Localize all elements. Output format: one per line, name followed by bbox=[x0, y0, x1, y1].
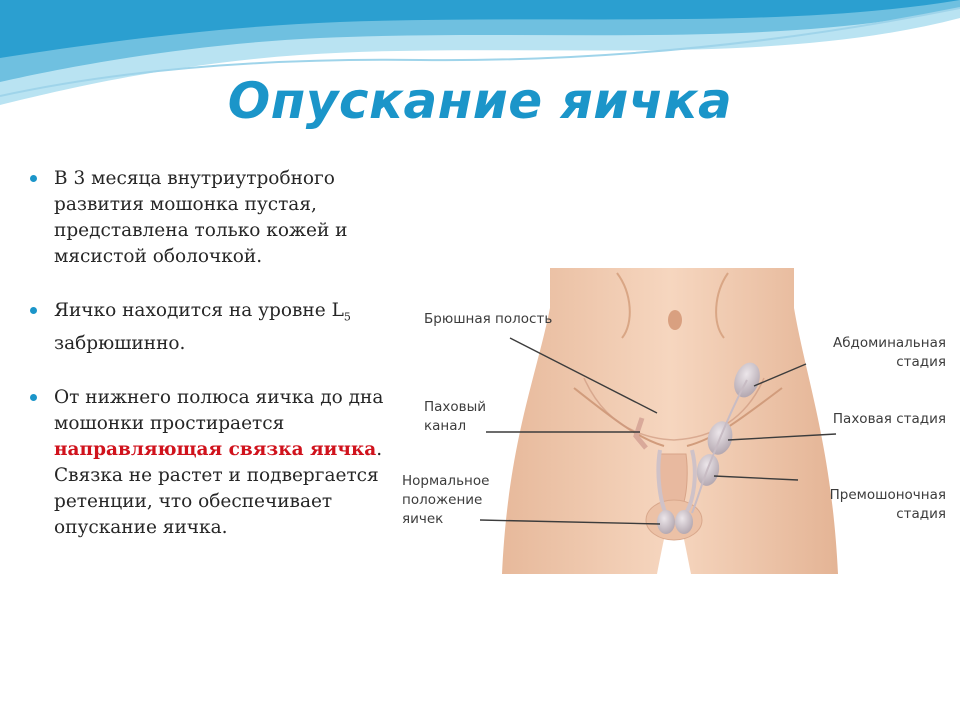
bullet-text-start: От нижнего полюса яичка до дна мошонки простирается bbox=[54, 386, 384, 434]
highlighted-term: направляющая связка яичка bbox=[54, 438, 377, 460]
bullet-dot-icon bbox=[30, 307, 37, 314]
label-abdominal-cavity: Брюшная полость bbox=[424, 311, 553, 327]
bullet-item bbox=[30, 385, 400, 541]
bullet-text: В 3 месяца внутриутробного развития мошонка пустая, представлена только кожей и мясистой оболочкой. bbox=[54, 168, 348, 267]
bullet-text-end: . Связка не растет и подвергается ретенции, что обеспечивает опускание яичка. bbox=[54, 438, 383, 538]
bullet-dot-icon bbox=[30, 175, 37, 182]
bullet-item bbox=[30, 298, 400, 357]
bullet-item bbox=[30, 166, 400, 270]
label-prescrotal-stage: Премошоночная стадия bbox=[829, 487, 946, 522]
anatomy-figure bbox=[402, 268, 952, 574]
label-abdominal-stage: Абдоминальная стадия bbox=[832, 335, 946, 370]
label-normal-position: Нормальное положение яичек bbox=[402, 473, 490, 527]
vertebra-subscript: 5 bbox=[343, 310, 351, 324]
bullet-text-end: забрюшинно. bbox=[54, 332, 186, 354]
slide-title: Опускание яичка bbox=[227, 72, 733, 130]
label-inguinal-stage: Паховая стадия bbox=[832, 411, 946, 427]
label-inguinal-canal: Паховый канал bbox=[424, 399, 487, 434]
bullet-list bbox=[30, 166, 400, 541]
bullet-text-start: Яичко находится на уровне L bbox=[54, 300, 344, 321]
bullet-dot-icon bbox=[30, 394, 37, 401]
